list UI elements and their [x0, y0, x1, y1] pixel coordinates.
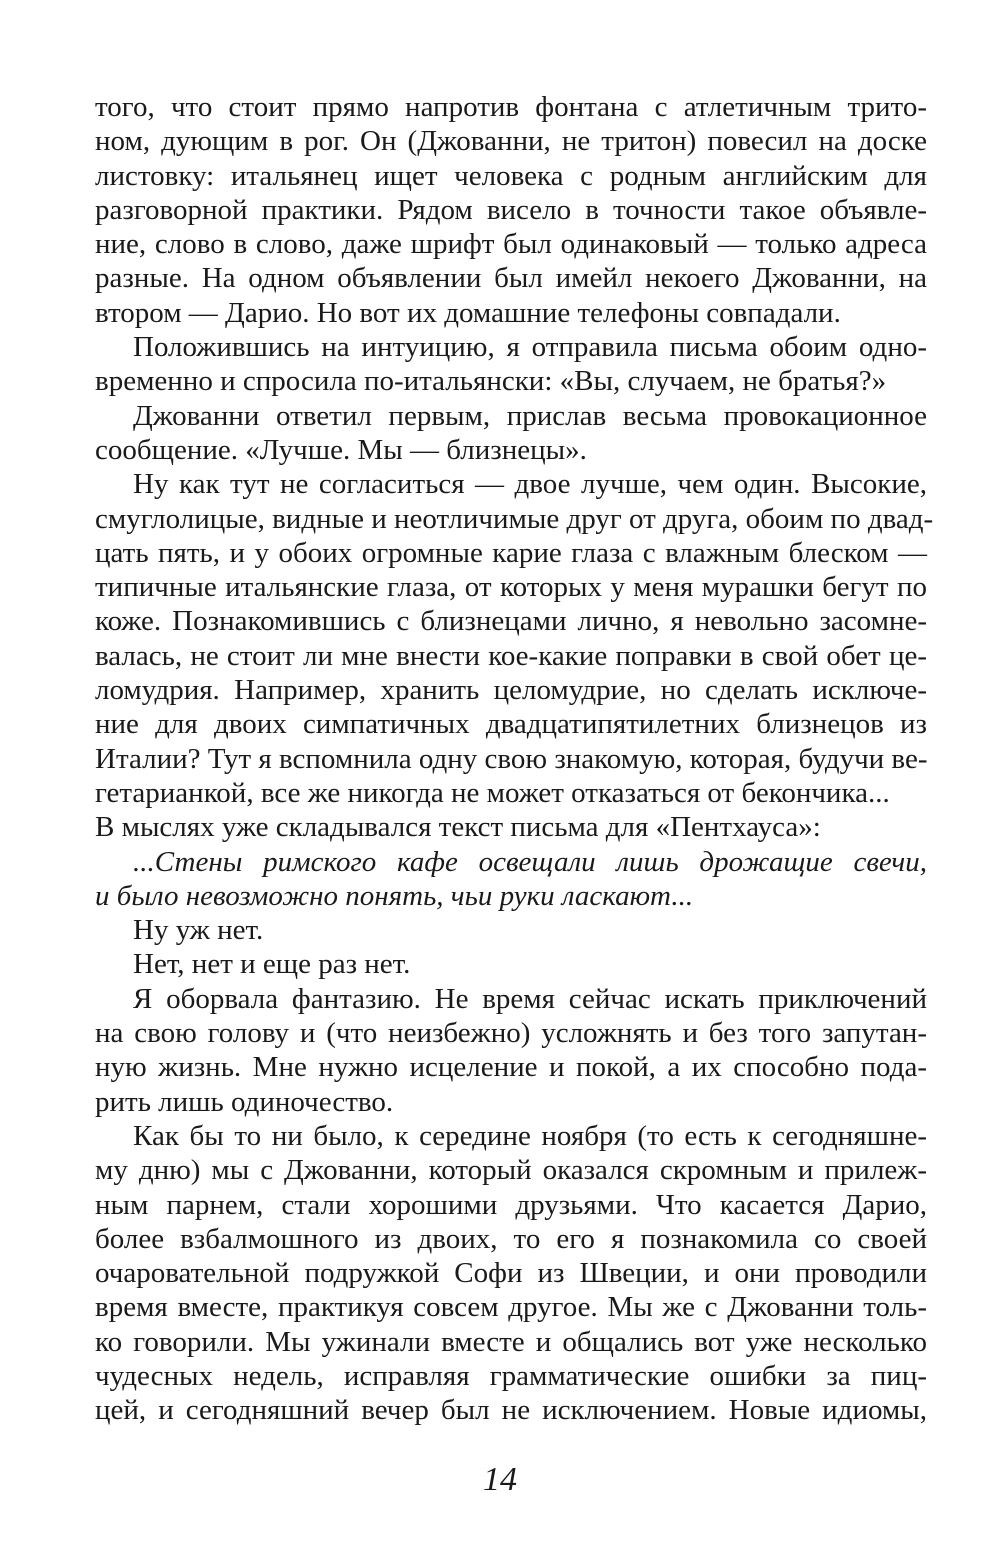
text-line: рить лишь одиночество. — [95, 1085, 394, 1118]
text-line: чудесных недель, исправляя грамматические ошибки за пиц- — [95, 1359, 927, 1392]
text-line: ную жизнь. Мне нужно исцеление и покой, а их способно пода- — [95, 1051, 927, 1084]
text-line: валась, не стоит ли мне внести кое-какие поправки в свой обет це- — [95, 639, 927, 672]
text-line: Положившись на интуицию, я отправила письма обоим одно- — [133, 331, 927, 364]
text-line: разговорной практики. Рядом висело в точности такое объявле- — [95, 193, 927, 226]
text-line: Нет, нет и еще раз нет. — [133, 948, 411, 981]
text-line: цей, и сегодняшний вечер был не исключением. Новые идиомы, — [95, 1394, 927, 1427]
text-line: Ну как тут не согласиться — двое лучше, чем один. Высокие, — [133, 468, 927, 501]
text-line: смуглолицые, видные и неотличимые друг от друга, обоим по двад- — [95, 502, 934, 535]
text-line: того, что стоит прямо напротив фонтана с атлетичным трито- — [95, 91, 927, 123]
text-line: ломудрия. Например, хранить целомудрие, но сделать исключе- — [95, 674, 927, 707]
text-line: на свою голову и (что неизбежно) усложнять и без того запутан- — [95, 1017, 927, 1050]
text-line: цать пять, и у обоих огромные карие глаза с влажным блеском — — [95, 536, 927, 569]
text-line: очаровательной подружкой Софи из Швеции, и они проводили — [95, 1257, 927, 1290]
text-line: гетарианкой, все же никогда не может отказаться от бекончика... — [95, 776, 890, 809]
text-line: втором — Дарио. Но вот их домашние телефоны совпадали. — [95, 296, 841, 329]
text-line: Как бы то ни было, к середине ноября (то есть к сегодняшне- — [133, 1119, 927, 1152]
text-line: Джованни ответил первым, прислав весьма провокационное — [133, 399, 927, 432]
text-line: ном, дующим в рог. Он (Джованни, не тритон) повесил на доске — [95, 125, 927, 158]
text-line: Я оборвала фантазию. Не время сейчас искать приключений — [133, 982, 927, 1015]
text-line: Ну уж нет. — [133, 914, 264, 947]
text-line: ние, слово в слово, даже шрифт был одинаковый — только адреса — [95, 228, 927, 261]
text-line: время вместе, практикуя совсем другое. Мы же с Джованни толь- — [95, 1291, 927, 1324]
text-line: ным парнем, стали хорошими друзьями. Что касается Дарио, — [95, 1188, 927, 1221]
text-line: Италии? Тут я вспомнила одну свою знакомую, которая, будучи ве- — [95, 742, 928, 775]
text-line: сообщение. «Лучше. Мы — близнецы». — [95, 433, 587, 466]
text-line: ко говорили. Мы ужинали вместе и общались вот уже несколько — [95, 1325, 927, 1358]
letter-quote-line: ...Стены римского кафе освещали лишь дрожащие свечи, — [133, 845, 927, 878]
text-line: ние для двоих симпатичных двадцатипятилетних близнецов из — [95, 708, 927, 741]
text-line: В мыслях уже складывался текст письма для «Пентхауса»: — [95, 811, 821, 844]
text-line: коже. Познакомившись с близнецами лично, я невольно засомне- — [95, 605, 927, 638]
text-line: листовку: итальянец ищет человека с родным английским для — [95, 159, 927, 192]
body-text — [95, 90, 934, 1428]
page-number: 14 — [483, 1461, 517, 1498]
text-line: более взбалмошного из двоих, то его я познакомила со своей — [95, 1222, 927, 1255]
text-line: временно и спросила по-итальянски: «Вы, случаем, не братья?» — [95, 365, 887, 398]
text-line: му дню) мы с Джованни, который оказался скромным и прилеж- — [95, 1154, 927, 1187]
text-line: типичные итальянские глаза, от которых у меня мурашки бегут по — [95, 571, 927, 604]
letter-quote-line: и было невозможно понять, чьи руки ласкают... — [95, 879, 694, 912]
text-line: разные. На одном объявлении был имейл некоего Джованни, на — [95, 262, 927, 295]
